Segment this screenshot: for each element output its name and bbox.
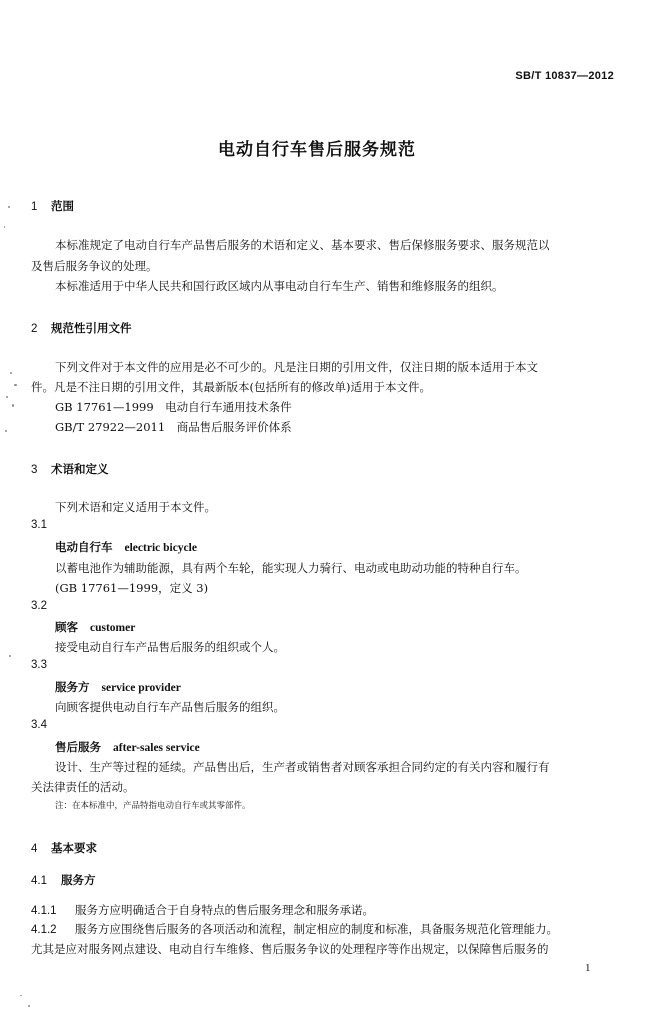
term-number: 3.3 [31, 659, 47, 671]
clause-text: 服务方应围绕售后服务的各项活动和流程，制定相应的制度和标准，具备服务规范化管理能力。 [75, 922, 558, 936]
document-title: 电动自行车售后服务规范 [218, 140, 416, 160]
section-heading-4 [31, 840, 97, 856]
term-definition: 向顾客提供电动自行车产品售后服务的组织。 [55, 700, 285, 714]
paragraph-continuation: 件。凡是不注日期的引用文件，其最新版本(包括所有的修改单)适用于本文件。 [31, 380, 431, 394]
term-definition: 以蓄电池作为辅助能源，具有两个车轮，能实现人力骑行、电动或电助动功能的特种自行车。 [55, 561, 527, 575]
subsection-heading-4-1 [31, 872, 96, 888]
section-heading-3 [31, 461, 109, 477]
term-definition: 设计、生产等过程的延续。产品售出后，生产者或销售者对顾客承担合同约定的有关内容和履行有 [55, 760, 550, 774]
scan-speck [28, 1005, 30, 1007]
term-en: after-sales service [113, 742, 200, 754]
term-heading [55, 739, 200, 755]
section-heading-1 [31, 198, 74, 214]
section-title: 范围 [51, 199, 74, 213]
scan-speck [4, 226, 5, 228]
section-number: 4 [31, 843, 38, 855]
term-zh: 售后服务 [55, 740, 101, 754]
term-source: (GB 17761—1999，定义 3) [55, 581, 209, 595]
section-number: 3 [31, 464, 38, 476]
section-number: 2 [31, 323, 38, 335]
scan-speck [12, 404, 14, 407]
term-en: service provider [101, 682, 181, 694]
scan-speck [5, 430, 7, 432]
section-heading-2 [31, 320, 132, 336]
subsection-title: 服务方 [61, 873, 96, 887]
term-zh: 顾客 [55, 620, 78, 634]
term-number: 3.2 [31, 600, 47, 612]
term-heading [55, 539, 197, 555]
clause-4-1-2 [31, 921, 558, 937]
term-heading [55, 679, 181, 695]
section-number: 1 [31, 201, 38, 213]
paragraph: 本标准适用于中华人民共和国行政区域内从事电动自行车生产、销售和维修服务的组织。 [55, 279, 504, 293]
clause-number: 4.1.2 [31, 924, 57, 936]
scan-speck [20, 995, 22, 996]
term-number: 3.1 [31, 519, 47, 531]
clause-4-1-1 [31, 902, 374, 918]
clause-text: 服务方应明确适合于自身特点的售后服务理念和服务承诺。 [75, 903, 374, 917]
section-title: 基本要求 [51, 841, 97, 855]
scan-speck [14, 384, 17, 386]
term-heading [55, 619, 135, 635]
paragraph: 下列文件对于本文件的应用是必不可少的。凡是注日期的引用文件，仅注日期的版本适用于本文 [55, 360, 538, 374]
clause-continuation: 尤其是应对服务网点建设、电动自行车维修、售后服务争议的处理程序等作出规定，以保障售后服务的 [31, 942, 549, 956]
standard-number: SB/T 10837—2012 [515, 70, 614, 82]
term-definition: 接受电动自行车产品售后服务的组织或个人。 [55, 640, 285, 654]
term-number: 3.4 [31, 719, 47, 731]
section-title: 术语和定义 [51, 462, 109, 476]
term-definition-continuation: 关法律责任的活动。 [31, 780, 135, 794]
page-number: 1 [585, 962, 591, 974]
reference-item: GB/T 27922—2011 商品售后服务评价体系 [55, 420, 292, 434]
term-en: customer [90, 622, 136, 634]
scan-speck [10, 372, 12, 374]
clause-number: 4.1.1 [31, 905, 57, 917]
section-title: 规范性引用文件 [51, 321, 132, 335]
paragraph: 本标准规定了电动自行车产品售后服务的术语和定义、基本要求、售后保修服务要求、服务规范以 [55, 238, 550, 252]
term-en: electric bicycle [124, 542, 197, 554]
term-note: 注：在本标准中，产品特指电动自行车或其零部件。 [55, 801, 251, 811]
term-zh: 电动自行车 [55, 540, 113, 554]
scan-speck [9, 655, 11, 657]
scan-speck [8, 206, 10, 208]
scan-speck [6, 396, 8, 398]
term-zh: 服务方 [55, 680, 90, 694]
subsection-number: 4.1 [31, 875, 47, 887]
paragraph-continuation: 及售后服务争议的处理。 [31, 259, 158, 273]
reference-item: GB 17761—1999 电动自行车通用技术条件 [55, 400, 292, 414]
paragraph: 下列术语和定义适用于本文件。 [55, 500, 216, 514]
